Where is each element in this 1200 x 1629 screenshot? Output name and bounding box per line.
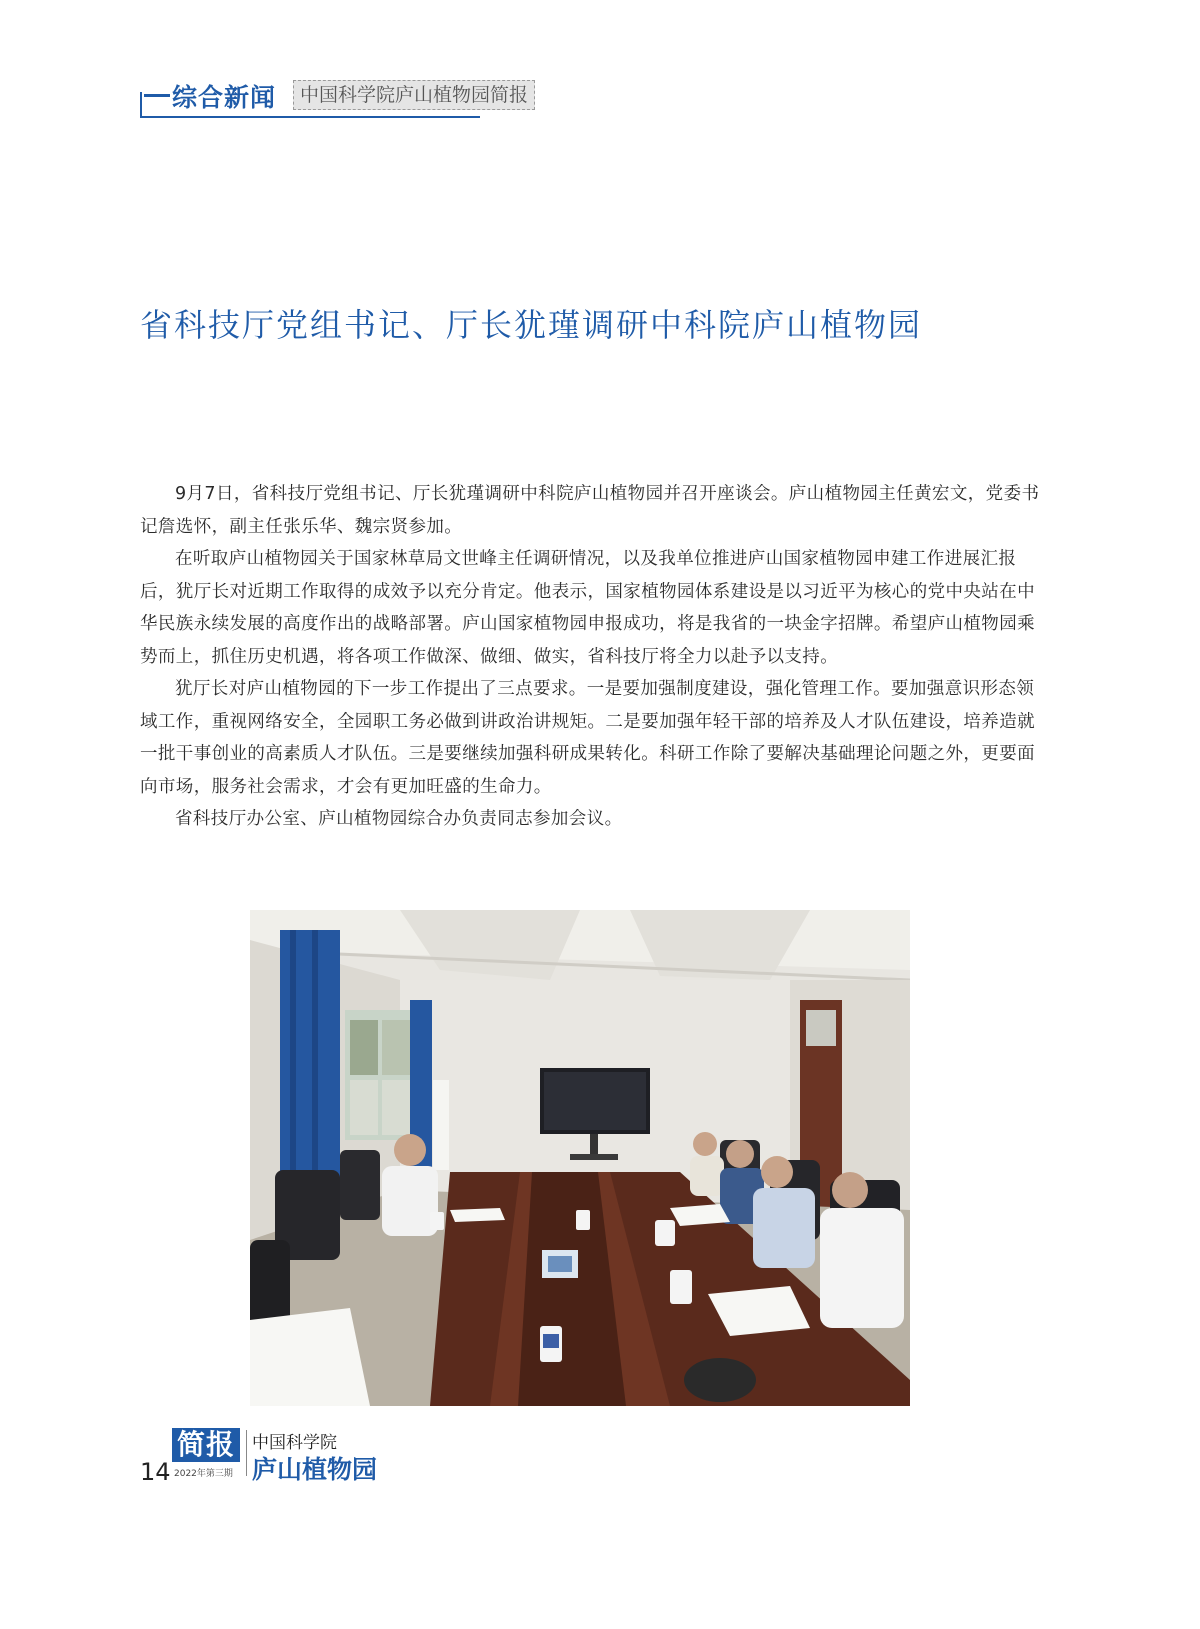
paragraph-1: 9月7日，省科技厅党组书记、厅长犹瑾调研中科院庐山植物园并召开座谈会。庐山植物园主任黄宏文，党委书记詹选怀，副主任张乐华、魏宗贤参加。 (140, 484, 1040, 537)
article-body (140, 478, 1040, 836)
header-dash (144, 94, 170, 97)
header-rule-vertical (140, 92, 142, 118)
masthead-logo (172, 1428, 378, 1498)
meeting-photo (250, 910, 910, 1406)
article-title: 省科技厅党组书记、厅长犹瑾调研中科院庐山植物园 (140, 306, 923, 344)
paragraph-2: 在听取庐山植物园关于国家林草局文世峰主任调研情况，以及我单位推进庐山国家植物园申建工作进展汇报后，犹厅长对近期工作取得的成效予以充分肯定。他表示，国家植物园体系建设是以习近平为核心的党中央站在中华民族永续发展的高度作出的战略部署。庐山国家植物园申报成功，将是我省的一块金字招牌。希望庐山植物园乘势而上，抓住历史机遇，将各项工作做深、做细、做实，省科技厅将全力以赴予以支持。 (140, 549, 1035, 667)
masthead-org: 中国科学院 (252, 1433, 337, 1453)
masthead-main: 简报 (172, 1428, 240, 1462)
publication-label: 中国科学院庐山植物园简报 (293, 80, 535, 110)
header-rule-horizontal (140, 116, 480, 118)
masthead-garden: 庐山植物园 (252, 1455, 378, 1484)
page-number: 14 (140, 1458, 171, 1486)
masthead-issue: 2022年第三期 (174, 1469, 233, 1479)
section-label: 综合新闻 (172, 83, 277, 112)
paragraph-3: 犹厅长对庐山植物园的下一步工作提出了三点要求。一是要加强制度建设，强化管理工作。要加强意识形态领域工作，重视网络安全，全园职工务必做到讲政治讲规矩。二是要加强年轻干部的培养及人才队伍建设，培养造就一批干事创业的高素质人才队伍。三是要继续加强科研成果转化。科研工作除了要解决基础理论问题之外，更要面向市场，服务社会需求，才会有更加旺盛的生命力。 (140, 679, 1035, 797)
paragraph-4: 省科技厅办公室、庐山植物园综合办负责同志参加会议。 (175, 809, 623, 829)
meeting-room-illustration (250, 910, 910, 1406)
page-header (140, 78, 529, 118)
masthead-separator (246, 1430, 247, 1476)
